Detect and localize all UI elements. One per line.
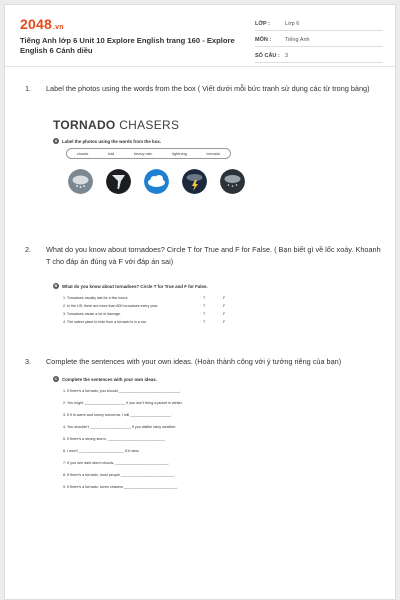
false-option[interactable]: F — [223, 296, 226, 300]
true-option[interactable]: T — [203, 320, 206, 324]
question-3: 3. Complete the sentences with your own ideas. (Hoàn thành công với ý tưởng riêng của bạn) — [25, 357, 342, 366]
hail-cloud-icon — [68, 169, 93, 194]
sentence-item: 4. You shouldn't ____________________ if you dislike rainy weather. — [63, 425, 177, 429]
sentence-item: 6. I won't ______________________ if it rains. — [63, 449, 140, 453]
tf-statement: 2. In the US, there are more than 800 tornadoes every year. T F — [63, 304, 226, 308]
question-2: 2. What do you know about tornadoes? Circle T for True and F for False. ( Bạn biết gì về lốc xoáy. Khoanh T cho đáp án đúng và F với đáp án sai) — [25, 245, 381, 266]
site-logo[interactable]: 2048.vn — [20, 16, 64, 32]
exercise-b-instruction: B What do you know about tornadoes? Circle T for True and F for False. — [54, 283, 208, 289]
word-box — [66, 148, 231, 159]
word-lightning: lightning — [172, 151, 187, 156]
document-title: Tiếng Anh lớp 6 Unit 10 Explore English trang 160 - Explore English 6 Cánh diều — [20, 36, 235, 55]
word-hail: hail — [108, 151, 115, 156]
cloud-icon — [144, 169, 169, 194]
meta-row-question-count: SỐ CÂU : 3 — [255, 49, 383, 63]
tf-statement: 3. Tornadoes cause a lot of damage. T F — [63, 312, 226, 316]
sentence-item: 3. If it is warm and sunny tomorrow, I will ____________________. — [63, 413, 173, 417]
sentence-item: 1. If there's a tornado, you should ______________________________. — [63, 389, 182, 393]
complete-sentences-image — [53, 376, 253, 514]
true-option[interactable]: T — [203, 312, 206, 316]
worksheet-page — [4, 4, 396, 600]
document-meta — [255, 17, 383, 65]
sentence-item: 2. You might ____________________ if you don't bring a jacket in winter. — [63, 401, 183, 405]
exercise-a-instruction: A Label the photos using the words from the box. — [54, 138, 162, 144]
meta-row-subject: MÔN : Tiếng Anh — [255, 33, 383, 47]
true-option[interactable]: T — [203, 304, 206, 308]
false-option[interactable]: F — [223, 320, 226, 324]
tf-statement: 1. Tornadoes usually last for a few hours. T F — [63, 296, 226, 300]
sentence-item: 5. If there's a strong storm, ____________________________. — [63, 437, 167, 441]
false-option[interactable]: F — [223, 304, 226, 308]
true-option[interactable]: T — [203, 296, 206, 300]
word-tornado: tornado — [206, 151, 221, 156]
tf-statement: 4. The safest place to hide from a tornado is in a car. T F — [63, 320, 226, 324]
question-1: 1. Label the photos using the words from the box ( Viết dưới mỗi bức tranh sử dụng các từ trong bảng) — [25, 84, 370, 93]
false-option[interactable]: F — [223, 312, 226, 316]
sentence-item: 7. If you see dark storm clouds, __________________________. — [63, 461, 170, 465]
tornado-chasers-title: TORNADO CHASERS — [53, 118, 180, 132]
sentence-item: 9. If there's a tornado, storm chasers __________________________. — [63, 485, 179, 489]
tornado-chasers-image — [53, 118, 253, 210]
tornado-icon — [106, 169, 131, 194]
true-false-exercise-image — [53, 283, 243, 335]
heavy-rain-icon — [220, 169, 245, 194]
exercise-c-instruction: C Complete the sentences with your own ideas. — [54, 376, 157, 382]
word-clouds: clouds — [76, 151, 89, 156]
lightning-icon — [182, 169, 207, 194]
word-heavy-rain: heavy rain — [133, 151, 153, 156]
sentence-item: 8. If there's a tornado, most people __________________________. — [63, 473, 176, 477]
page-header — [5, 5, 395, 67]
meta-row-class: LỚP : Lớp 6 — [255, 17, 383, 31]
